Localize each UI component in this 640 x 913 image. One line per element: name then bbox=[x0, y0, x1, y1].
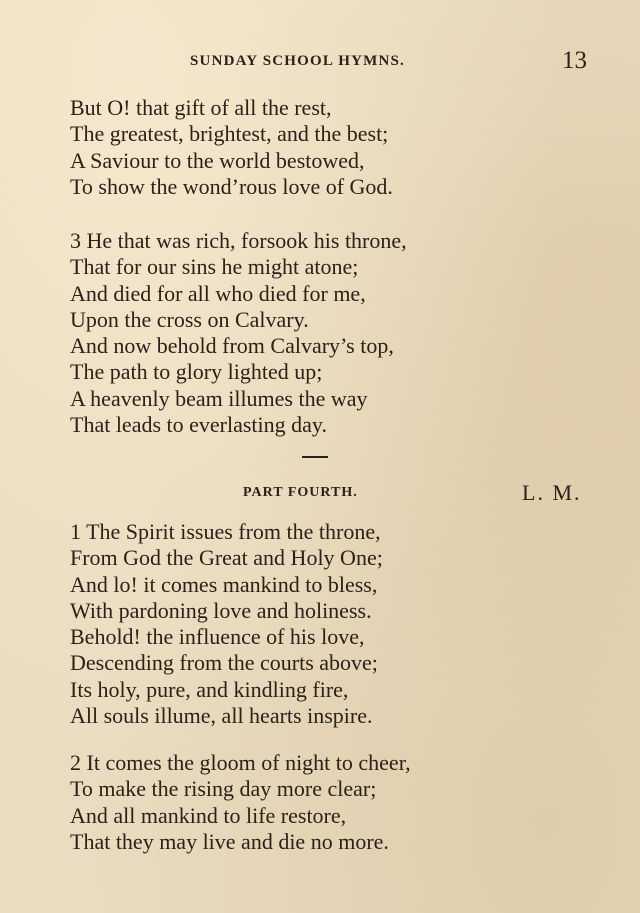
verse-line: The greatest, brightest, and the best; bbox=[70, 121, 389, 147]
verse-line: All souls illume, all hearts inspire. bbox=[70, 703, 373, 729]
part-four-stanza-1 bbox=[70, 519, 610, 729]
verse-line: Descending from the courts above; bbox=[70, 650, 378, 676]
verse-line: To show the wond’rous love of God. bbox=[70, 173, 393, 199]
verse-line: That they may live and die no more. bbox=[70, 828, 389, 854]
stanza-continued bbox=[70, 95, 610, 200]
verse-line: That for our sins he might atone; bbox=[70, 254, 359, 280]
verse-line: A heavenly beam illumes the way bbox=[70, 385, 368, 411]
verse-line: With pardoning love and holiness. bbox=[70, 597, 372, 623]
page-number: 13 bbox=[562, 47, 587, 74]
section-divider bbox=[302, 456, 328, 458]
verse-line: 2 It comes the gloom of night to cheer, bbox=[70, 750, 411, 775]
verse-line: And now behold from Calvary’s top, bbox=[70, 333, 394, 359]
verse-line: And all mankind to life restore, bbox=[70, 802, 347, 828]
verse-line: 3 He that was rich, forsook his throne, bbox=[70, 228, 407, 253]
verse-line: But O! that gift of all the rest, bbox=[70, 95, 332, 120]
section-title: PART FOURTH. bbox=[243, 485, 358, 500]
verse-line: From God the Great and Holy One; bbox=[70, 545, 383, 571]
part-four-stanza-2 bbox=[70, 750, 610, 855]
verse-line: Its holy, pure, and kindling fire, bbox=[70, 676, 349, 702]
verse-line: A Saviour to the world bestowed, bbox=[70, 147, 365, 173]
verse-line: 1 The Spirit issues from the throne, bbox=[70, 519, 381, 544]
verse-line: The path to glory lighted up; bbox=[70, 359, 323, 385]
verse-line: That leads to everlasting day. bbox=[70, 412, 327, 438]
verse-line: And lo! it comes mankind to bless, bbox=[70, 571, 378, 597]
stanza-3 bbox=[70, 228, 610, 438]
verse-line: Behold! the influence of his love, bbox=[70, 624, 365, 650]
verse-line: To make the rising day more clear; bbox=[70, 776, 377, 802]
section-heading bbox=[0, 480, 640, 506]
verse-line: Upon the cross on Calvary. bbox=[70, 306, 309, 332]
verse-line: And died for all who died for me, bbox=[70, 280, 366, 306]
running-head bbox=[0, 47, 640, 76]
running-title: SUNDAY SCHOOL HYMNS. bbox=[190, 53, 406, 69]
meter-label: L. M. bbox=[522, 480, 582, 505]
